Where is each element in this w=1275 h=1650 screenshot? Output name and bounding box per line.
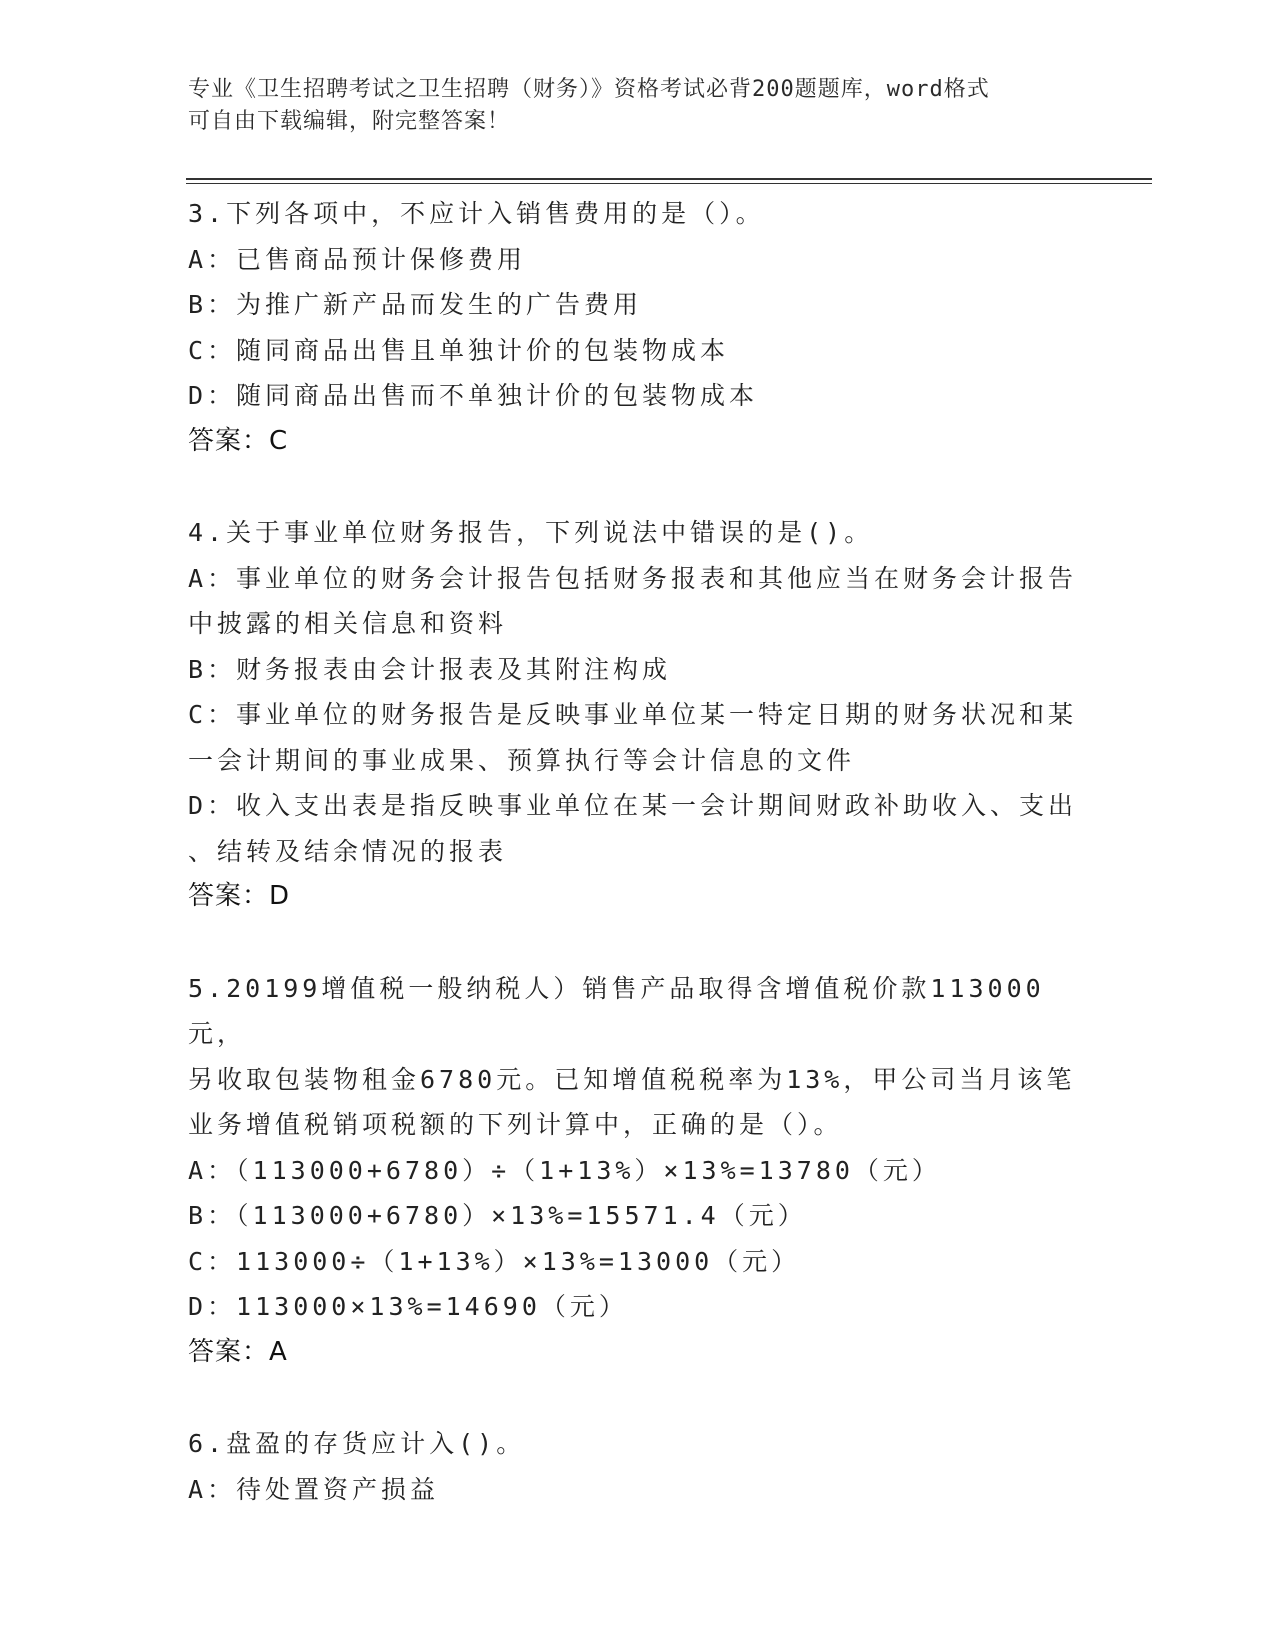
option-d: D：113000×13%=14690（元）	[188, 1292, 628, 1321]
option-a: A：事业单位的财务会计报告包括财务报表和其他应当在财务会计报告	[188, 563, 1078, 593]
question-stem-continued: 业务增值税销项税额的下列计算中，正确的是（）。	[188, 1110, 843, 1139]
option-b: B：为推广新产品而发生的广告费用	[188, 290, 643, 319]
option-a-continued: 中披露的相关信息和资料	[188, 609, 508, 638]
question-6	[188, 1421, 1088, 1512]
question-stem-continued: 另收取包装物租金6780元。已知增值税税率为13%，甲公司当月该笔	[188, 1064, 1076, 1094]
option-b: B：（113000+6780）×13%=15571.4（元）	[188, 1201, 807, 1230]
answer-label: 答案：A	[188, 1336, 288, 1367]
question-stem: 4.关于事业单位财务报告，下列说法中错误的是()。	[188, 518, 874, 547]
document-header	[188, 74, 1088, 138]
question-stem: 6.盘盈的存货应计入()。	[188, 1429, 526, 1458]
option-c: C：随同商品出售且单独计价的包装物成本	[188, 335, 730, 365]
question-5	[188, 966, 1088, 1376]
option-c-continued: 一会计期间的事业成果、预算执行等会计信息的文件	[188, 745, 856, 775]
answer-label: 答案：C	[188, 425, 289, 456]
header-line-2: 可自由下载编辑，附完整答案！	[188, 109, 511, 134]
header-divider-thick	[186, 178, 1152, 180]
option-b: B：财务报表由会计报表及其附注构成	[188, 654, 672, 684]
header-divider-thin	[186, 183, 1152, 184]
answer-label: 答案：D	[188, 881, 291, 911]
question-stem: 3.下列各项中，不应计入销售费用的是（）。	[188, 199, 765, 228]
option-a: A：已售商品预计保修费用	[188, 244, 527, 274]
option-a: A：（113000+6780）÷（1+13%）×13%=13780（元）	[188, 1155, 941, 1185]
option-d: D：收入支出表是指反映事业单位在某一会计期间财政补助收入、支出	[188, 791, 1078, 820]
question-3	[188, 191, 1088, 464]
question-4	[188, 510, 1088, 920]
option-c: C：113000÷（1+13%）×13%=13000（元）	[188, 1246, 801, 1276]
option-d: D：随同商品出售而不单独计价的包装物成本	[188, 381, 759, 410]
header-line-1: 专业《卫生招聘考试之卫生招聘（财务）》资格考试必背200题题库，word格式	[188, 77, 990, 102]
option-a: A：待处置资产损益	[188, 1474, 440, 1504]
question-stem: 5.20199增值税一般纳税人）销售产品取得含增值税价款113000元，	[188, 973, 1045, 1048]
question-list	[188, 191, 1088, 1558]
option-d-continued: 、结转及结余情况的报表	[188, 836, 508, 866]
option-c: C：事业单位的财务报告是反映事业单位某一特定日期的财务状况和某	[188, 700, 1078, 729]
